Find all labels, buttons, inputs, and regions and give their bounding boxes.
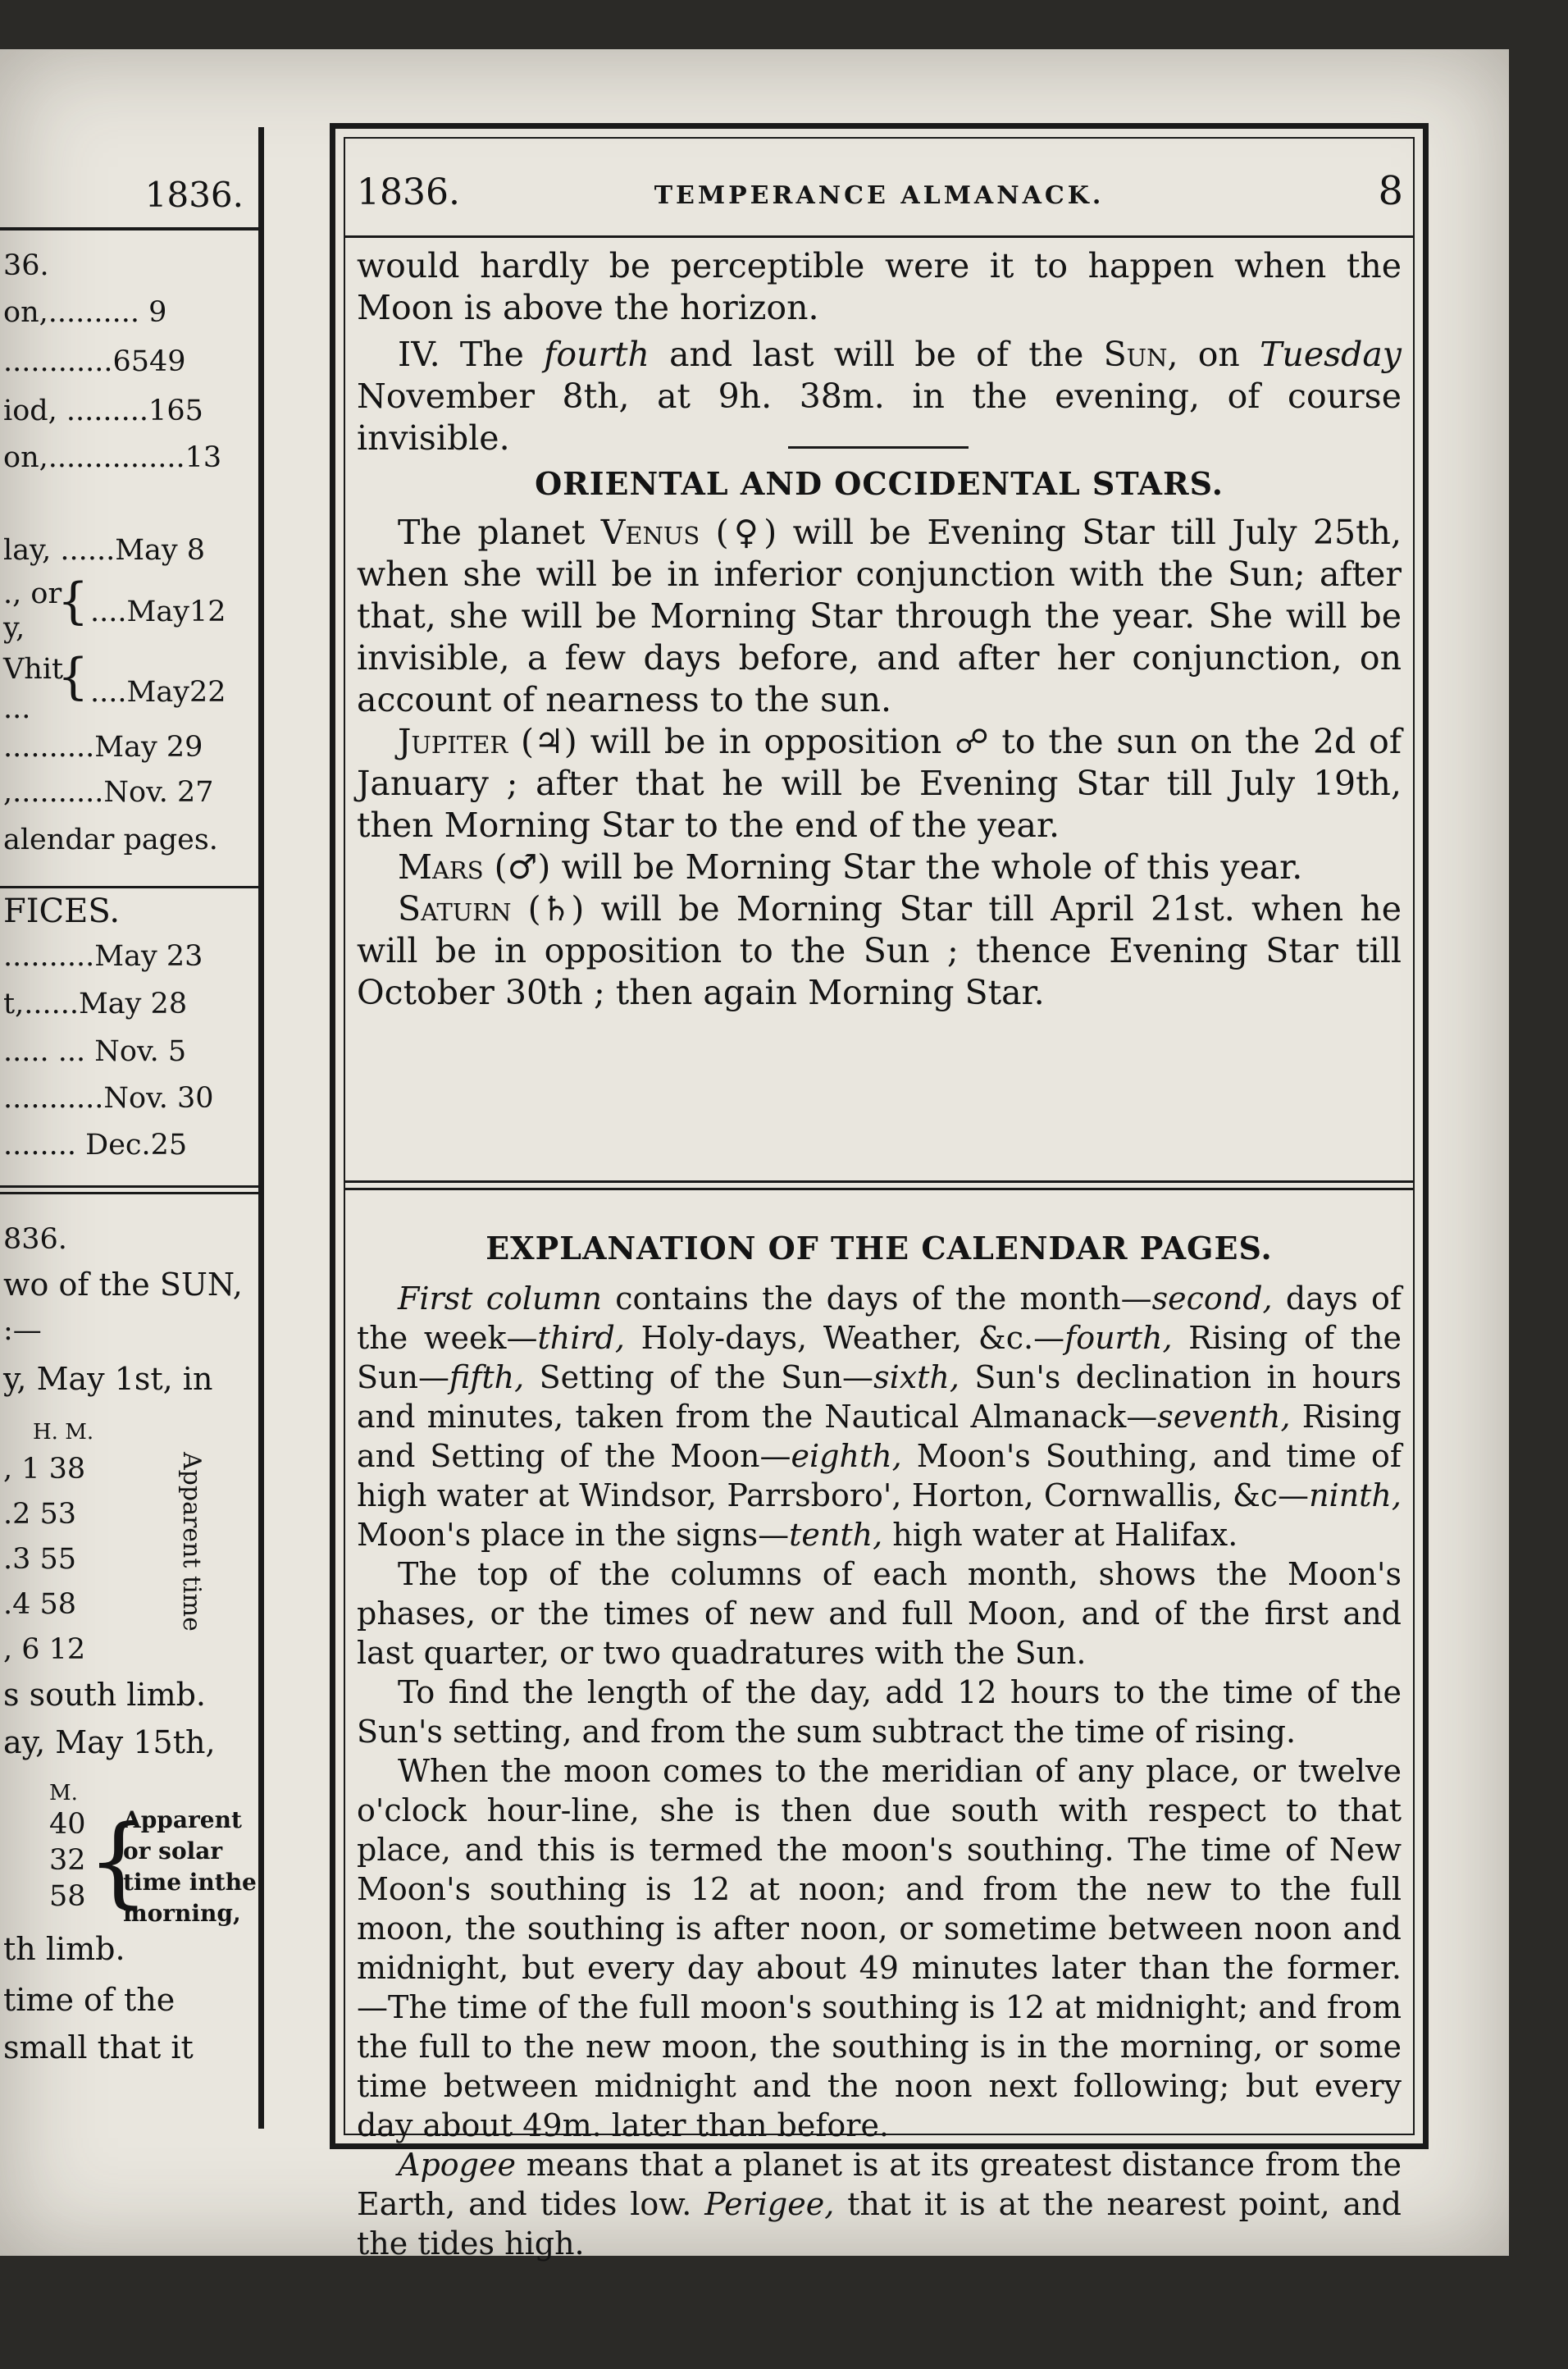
page-number: 8 bbox=[1378, 168, 1403, 214]
running-head bbox=[345, 139, 1413, 238]
heading-oriental-occidental: ORIENTAL AND OCCIDENTAL STARS. bbox=[535, 465, 1224, 502]
left-line: 40 bbox=[49, 1808, 86, 1841]
planets-section bbox=[357, 512, 1402, 1014]
almanac-page bbox=[330, 123, 1429, 2262]
left-line: ..........May 23 bbox=[3, 940, 203, 973]
venus-paragraph: The planet Venus (♀) will be Evening Star till July 25th, when she will be in inferior conjunction with the Sun; after that, she will be Morning Star through the year. She will be invisible, a few days before, and after her conjunction, on account of nearness to the sun. bbox=[357, 513, 1402, 719]
left-line: :— bbox=[3, 1314, 42, 1347]
explanation-segment: eighth, bbox=[791, 1438, 902, 1474]
explanation-segment: Rising of the Sun— bbox=[357, 1320, 1402, 1395]
explanation-segment: third, bbox=[537, 1320, 625, 1356]
left-line: on,.......... 9 bbox=[3, 296, 167, 329]
page-inner-frame bbox=[344, 137, 1415, 2262]
left-line: , 6 12 bbox=[3, 1633, 86, 1666]
saturn-paragraph: Saturn (♄) will be Morning Star till April 21st. when he will be in opposition to the Sun ; thence Evening Star till October 30th ; then again Morning Star. bbox=[357, 889, 1402, 1012]
left-line: 58 bbox=[49, 1880, 86, 1913]
left-line: .4 58 bbox=[3, 1588, 77, 1621]
left-line: ............6549 bbox=[3, 345, 186, 378]
left-line: time of the bbox=[3, 1982, 175, 2018]
left-line: ....May22 bbox=[90, 676, 226, 709]
left-brace: { bbox=[87, 1805, 150, 1919]
left-line: ..... ... Nov. 5 bbox=[3, 1035, 187, 1068]
left-line: H. M. bbox=[33, 1420, 94, 1445]
left-line: y, bbox=[3, 612, 25, 645]
left-brace: { bbox=[57, 573, 89, 630]
left-line: morning, bbox=[123, 1900, 241, 1927]
left-line: small that it bbox=[3, 2029, 194, 2065]
explanation-segment: Rising and Setting of the Moon— bbox=[357, 1399, 1402, 1474]
left-line: time inthe bbox=[123, 1869, 257, 1896]
running-head-title: TEMPERANCE ALMANACK. bbox=[654, 181, 1105, 210]
left-line: lay, ......May 8 bbox=[3, 534, 206, 567]
section-double-rule bbox=[345, 1180, 1413, 1183]
explanation-segment: Sun's declination in hours and minutes, taken from the Nautical Almanack— bbox=[357, 1359, 1402, 1435]
left-line: t,......May 28 bbox=[3, 988, 188, 1020]
left-line: ., or bbox=[3, 577, 62, 610]
left-line: 32 bbox=[49, 1844, 86, 1877]
heading-explanation: EXPLANATION OF THE CALENDAR PAGES. bbox=[485, 1230, 1273, 1267]
left-line: ..........May 29 bbox=[3, 731, 203, 764]
left-line: .2 53 bbox=[3, 1498, 77, 1531]
left-line: ........ Dec.25 bbox=[3, 1129, 188, 1162]
explanation-segment: tenth, bbox=[789, 1517, 883, 1553]
left-line: 836. bbox=[3, 1223, 67, 1256]
left-line: , 1 38 bbox=[3, 1453, 86, 1486]
explanation-southing-paragraph: When the moon comes to the meridian of any place, or twelve o'clock hour-line, she is then due south with respect to that place, and this is termed the moon's southing. The time of New Moon's southing is 12 at noon; and from the new to the full moon, the southing is after noon, or sometime between noon and midnight, but every day about 49 minutes later than the former.—The time of the full moon's southing is 12 at midnight; and from the full to the new moon, the southing is in the morning, or some time between midnight and the noon next following; but every day about 49m. later than before. bbox=[357, 1753, 1402, 2143]
left-line: ... bbox=[3, 692, 31, 725]
explanation-segment: seventh, bbox=[1157, 1399, 1291, 1435]
left-offices-heading: FICES. bbox=[3, 892, 121, 930]
section-rule bbox=[788, 446, 969, 449]
explanation-apogee-paragraph: Apogee means that a planet is at its greatest distance from the Earth, and tides low. Perigee, that it is at the nearest point, and the tides high. bbox=[357, 2147, 1402, 2262]
left-line: ...........Nov. 30 bbox=[3, 1082, 214, 1115]
explanation-day-length-paragraph: To find the length of the day, add 12 hours to the time of the Sun's setting, and from the sum subtract the time of rising. bbox=[357, 1674, 1402, 1750]
explanation-segment: First column bbox=[398, 1280, 602, 1317]
eclipse-paragraph-continued: would hardly be perceptible were it to happen when the Moon is above the horizon. bbox=[357, 246, 1402, 327]
mars-paragraph: Mars (♂) will be Morning Star the whole of this year. bbox=[398, 847, 1303, 887]
explanation-segment: Moon's Southing, and time of high water at Windsor, Parrsboro', Horton, Cornwallis, &c— bbox=[357, 1438, 1402, 1513]
left-line: 36. bbox=[3, 249, 49, 282]
running-head-year: 1836. bbox=[357, 171, 460, 213]
explanation-segment: days of the week— bbox=[357, 1280, 1402, 1356]
explanation-segment: fourth, bbox=[1064, 1320, 1173, 1356]
left-line: th limb. bbox=[3, 1931, 125, 1967]
left-header-year: 1836. bbox=[144, 175, 244, 215]
left-line: Apparent bbox=[123, 1806, 242, 1833]
left-line: ,..........Nov. 27 bbox=[3, 776, 214, 809]
fourth-eclipse-paragraph: IV. The fourth and last will be of the Sun, on Tuesday November 8th, at 9h. 38m. in the evening, of course invisible. bbox=[357, 335, 1402, 458]
left-apparent-time: Apparent time bbox=[177, 1452, 206, 1632]
explanation-segment: ninth, bbox=[1309, 1477, 1402, 1513]
left-rule bbox=[0, 886, 258, 888]
left-page-fragment bbox=[0, 127, 264, 2129]
left-line: Vhit bbox=[3, 653, 64, 686]
left-line: iod, .........165 bbox=[3, 395, 203, 427]
left-line: y, May 1st, in bbox=[3, 1361, 213, 1397]
explanation-segment: fifth, bbox=[449, 1359, 525, 1395]
explanation-segment: Setting of the Sun— bbox=[524, 1359, 874, 1395]
eclipse-section bbox=[357, 245, 1402, 459]
jupiter-paragraph: Jupiter (♃) will be in opposition ☍ to the sun on the 2d of January ; after that he will be Evening Star till July 19th, then Morning Star to the end of the year. bbox=[357, 722, 1402, 845]
left-line: wo of the SUN, bbox=[3, 1267, 243, 1303]
left-line: on,...............13 bbox=[3, 441, 222, 474]
left-line: .3 55 bbox=[3, 1543, 77, 1576]
left-line: or solar bbox=[123, 1837, 223, 1865]
explanation-columns-paragraph bbox=[357, 1279, 1402, 1554]
left-header-rule bbox=[0, 227, 258, 231]
left-line: alendar pages. bbox=[3, 824, 218, 856]
left-double-rule bbox=[0, 1185, 258, 1188]
explanation-segment: sixth, bbox=[873, 1359, 959, 1395]
explanation-segment: Moon's place in the signs— bbox=[357, 1517, 790, 1553]
left-line: M. bbox=[49, 1781, 78, 1805]
explanation-segment: second, bbox=[1151, 1280, 1273, 1317]
explanation-phases-paragraph: The top of the columns of each month, shows the Moon's phases, or the times of new and full Moon, and of the first and last quarter, or two quadratures with the Sun. bbox=[357, 1556, 1402, 1671]
left-brace: { bbox=[57, 648, 89, 705]
explanation-segment: Holy-days, Weather, &c.— bbox=[624, 1320, 1065, 1356]
left-line: ....May12 bbox=[90, 596, 226, 628]
explanation-section bbox=[357, 1279, 1402, 2263]
explanation-segment: contains the days of the month— bbox=[602, 1280, 1152, 1317]
left-line: ay, May 15th, bbox=[3, 1724, 216, 1760]
left-line: s south limb. bbox=[3, 1677, 206, 1713]
explanation-segment: high water at Halifax. bbox=[882, 1517, 1238, 1553]
